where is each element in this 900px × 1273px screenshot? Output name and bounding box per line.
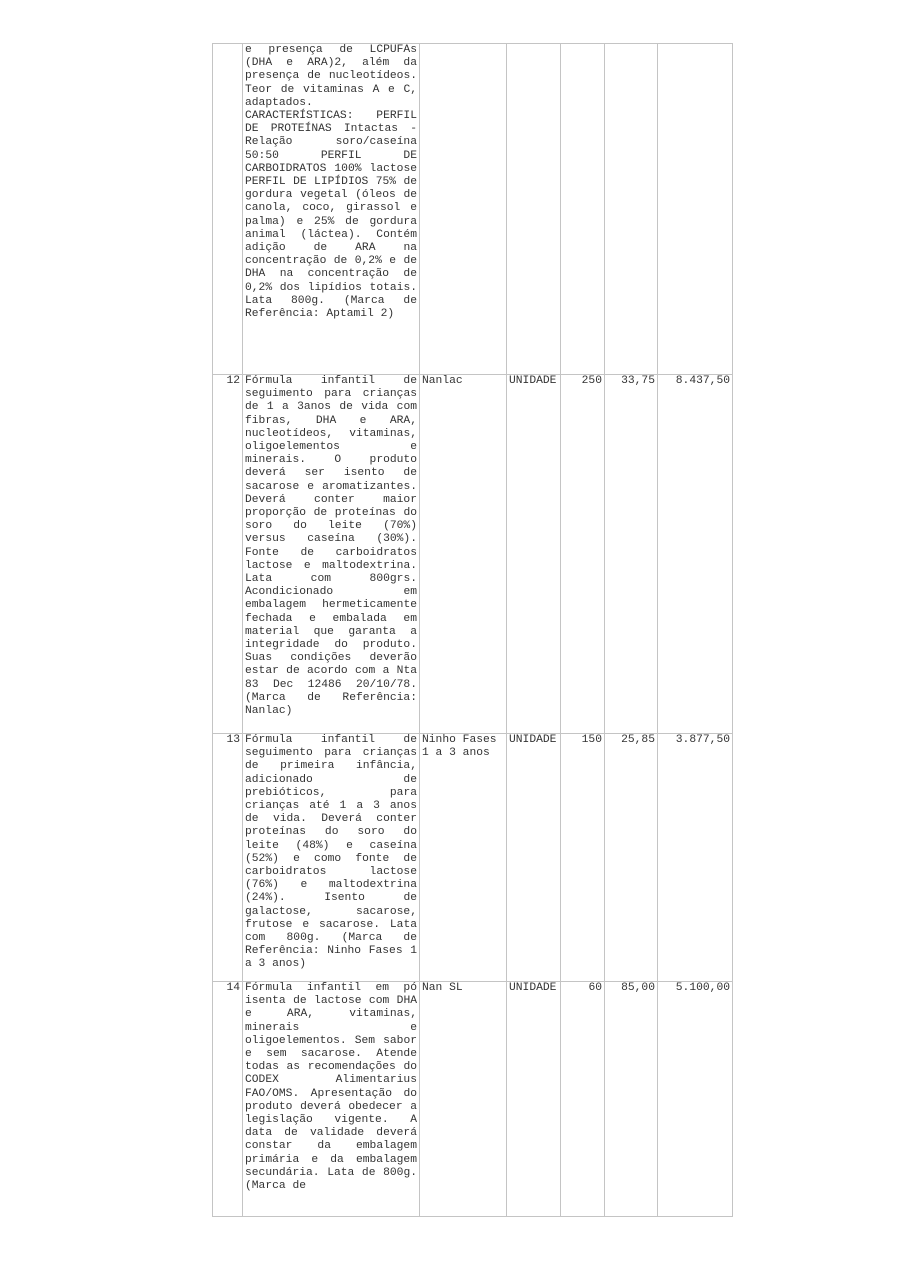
item-description: Fórmula infantil em pó isenta de lactose com DHA e ARA, vitaminas, minerais e oligoelementos. Sem sabor e sem sacarose. Atende todas as recomendações do CODEX Alimentarius FAO/OMS. Apresentação do produto deverá obedecer a legislação vigente. A data de validade deverá constar da embalagem primária e da embalagem secundária. Lata de 800g. (Marca de [243,982,420,1217]
item-unit: UNIDADE [507,375,561,734]
item-unit-price [605,44,658,375]
item-total: 8.437,50 [658,375,733,734]
table-row [213,734,733,982]
item-brand: Nanlac [420,375,507,734]
item-brand: Ninho Fases 1 a 3 anos [420,734,507,982]
item-quantity: 250 [561,375,605,734]
item-description: Fórmula infantil de seguimento para crianças de 1 a 3anos de vida com fibras, DHA e ARA, nucleotídeos, vitaminas, oligoelementos e minerais. O produto deverá ser isento de sacarose e aromatizantes. Deverá conter maior proporção de proteínas do soro do leite (70%) versus caseína (30%). Fonte de carboidratos lactose e maltodextrina. Lata com 800grs. Acondicionado em embalagem hermeticamente fechada e embalada em material que garanta a integridade do produto. Suas condições deverão estar de acordo com a Nta 83 Dec 12486 20/10/78. (Marca de Referência: Nanlac) [243,375,420,734]
items-table [212,43,733,1217]
table-row [213,375,733,734]
item-number: 14 [213,982,243,1217]
item-number: 13 [213,734,243,982]
item-quantity: 60 [561,982,605,1217]
table-row [213,44,733,375]
item-quantity [561,44,605,375]
item-brand: Nan SL [420,982,507,1217]
item-unit-price: 85,00 [605,982,658,1217]
item-total [658,44,733,375]
item-unit: UNIDADE [507,982,561,1217]
item-total: 3.877,50 [658,734,733,982]
item-unit-price: 33,75 [605,375,658,734]
item-unit [507,44,561,375]
item-unit: UNIDADE [507,734,561,982]
item-total: 5.100,00 [658,982,733,1217]
item-brand [420,44,507,375]
table-row [213,982,733,1217]
item-unit-price: 25,85 [605,734,658,982]
item-quantity: 150 [561,734,605,982]
item-number: 12 [213,375,243,734]
item-number [213,44,243,375]
item-description: Fórmula infantil de seguimento para crianças de primeira infância, adicionado de prebióticos, para crianças até 1 a 3 anos de vida. Deverá conter proteínas do soro do leite (48%) e caseína (52%) e como fonte de carboidratos lactose (76%) e maltodextrina (24%). Isento de galactose, sacarose, frutose e sacarose. Lata com 800g. (Marca de Referência: Ninho Fases 1 a 3 anos) [243,734,420,982]
item-description: e presença de LCPUFAs (DHA e ARA)2, além da presença de nucleotídeos. Teor de vitaminas A e C, adaptados. CARACTERÍSTICAS: PERFIL DE PROTEÍNAS Intactas - Relação soro/caseína 50:50 PERFIL DE CARBOIDRATOS 100% lactose PERFIL DE LIPÍDIOS 75% de gordura vegetal (óleos de canola, coco, girassol e palma) e 25% de gordura animal (láctea). Contém adição de ARA na concentração de 0,2% e de DHA na concentração de 0,2% dos lipídios totais. Lata 800g. (Marca de Referência: Aptamil 2) [243,44,420,375]
